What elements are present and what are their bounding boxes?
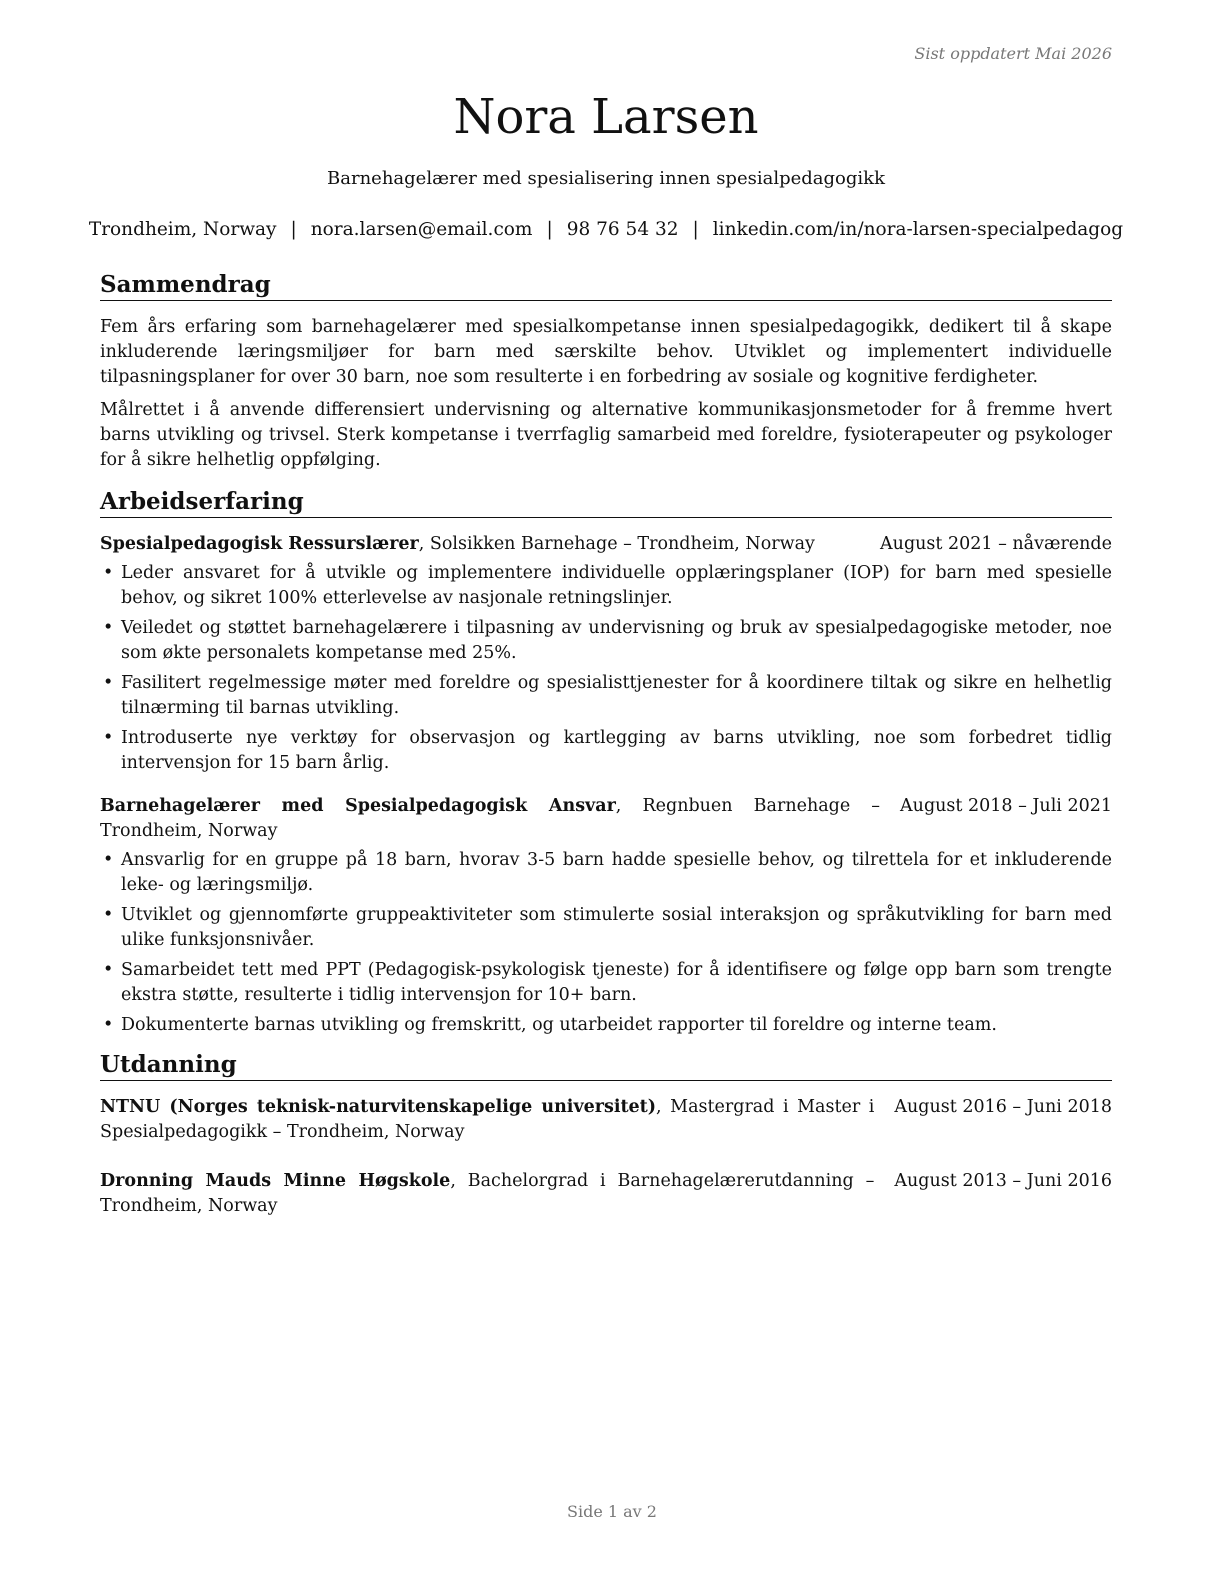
summary-paragraph: Målrettet i å anvende differensiert undervisning og alternative kommunikasjonsmetoder for å fremme hvert barns utvikling og trivsel. Sterk kompetanse i tverrfaglig samarbeid med foreldre, fysioterapeuter og psykologer for å sikre helhetlig oppfølging.: [100, 400, 1112, 470]
list-item: [100, 1013, 1112, 1038]
resume-content: [100, 270, 1112, 1237]
page-number: Side 1 av 2: [567, 1502, 657, 1521]
candidate-name: Nora Larsen: [453, 89, 759, 145]
contact-email[interactable]: nora.larsen@email.com: [310, 219, 533, 240]
job-entry: [100, 794, 1112, 1038]
job-org: , Solsikken Barnehage – Trondheim, Norway: [418, 534, 815, 554]
list-item: [100, 726, 1112, 776]
job-dates: August 2021 – nåværende: [880, 534, 1112, 554]
section-title-summary: Sammendrag: [100, 270, 1112, 301]
bullet-text: Veiledet og støttet barnehagelærere i tilpasning av undervisning og bruk av spesialpedagogiske metoder, noe som økte personalets kompetanse med 25%.: [121, 618, 1112, 663]
education-title-line: [100, 1095, 894, 1145]
education-header: [100, 1169, 1112, 1219]
contact-separator: |: [546, 219, 553, 240]
job-title-line: [100, 794, 900, 844]
education-dates: August 2013 – Juni 2016: [894, 1171, 1112, 1191]
bullet-text: Dokumenterte barnas utvikling og fremskritt, og utarbeidet rapporter til foreldre og interne team.: [121, 1015, 997, 1035]
contact-line: [80, 219, 1132, 240]
list-item: [100, 848, 1112, 898]
education-header: [100, 1095, 1112, 1145]
job-entry: [100, 532, 1112, 776]
bullet-icon: •: [103, 905, 114, 925]
education-entry: [100, 1095, 1112, 1145]
education-detail: , Bachelorgrad i Barnehagelærerutdanning – Trondheim, Norway: [100, 1171, 875, 1216]
bullet-icon: •: [103, 618, 114, 638]
list-item: [100, 561, 1112, 611]
job-bullets: [100, 561, 1112, 776]
education-title-line: [100, 1169, 894, 1219]
bullet-icon: •: [103, 850, 114, 870]
education-school: NTNU (Norges teknisk-naturvitenskapelige universitet): [100, 1097, 657, 1117]
bullet-icon: •: [103, 1015, 114, 1035]
bullet-text: Fasilitert regelmessige møter med foreldre og spesialisttjenester for å koordinere tiltak og sikre en helhetlig tilnærming til barnas utvikling.: [121, 673, 1112, 718]
education-dates: August 2016 – Juni 2018: [894, 1097, 1112, 1117]
education-section: [100, 1050, 1112, 1219]
job-header: [100, 794, 1112, 844]
section-title-experience: Arbeidserfaring: [100, 487, 1112, 518]
job-dates: August 2018 – Juli 2021: [900, 796, 1112, 816]
last-updated: Sist oppdatert Mai 2026: [914, 44, 1112, 63]
bullet-icon: •: [103, 728, 114, 748]
list-item: [100, 958, 1112, 1008]
bullet-icon: •: [103, 563, 114, 583]
list-item: [100, 903, 1112, 953]
job-bullets: [100, 848, 1112, 1038]
bullet-text: Samarbeidet tett med PPT (Pedagogisk-psykologisk tjeneste) for å identifisere og følge opp barn som trengte ekstra støtte, resulterte i tidlig intervensjon for 10+ barn.: [121, 960, 1112, 1005]
resume-page: [88, 0, 1124, 1584]
job-role: Barnehagelærer med Spesialpedagogisk Ansvar: [100, 796, 616, 816]
summary-section: [100, 270, 1112, 473]
bullet-icon: •: [103, 673, 114, 693]
contact-separator: |: [290, 219, 297, 240]
job-header: [100, 532, 1112, 557]
job-role: Spesialpedagogisk Ressurslærer: [100, 534, 419, 554]
bullet-text: Ansvarlig for en gruppe på 18 barn, hvorav 3-5 barn hadde spesielle behov, og tilrettela for et inkluderende leke- og læringsmiljø.: [121, 850, 1112, 895]
bullet-text: Leder ansvaret for å utvikle og implementere individuelle opplæringsplaner (IOP) for barn med spesielle behov, og sikret 100% etterlevelse av nasjonale retningslinjer.: [121, 563, 1112, 608]
summary-paragraph: Fem års erfaring som barnehagelærer med spesialkompetanse innen spesialpedagogikk, dedikert til å skape inkluderende læringsmiljøer for barn med særskilte behov. Utviklet og implementert individuelle tilpasningsplaner for over 30 barn, noe som resulterte i en forbedring av sosiale og kognitive ferdigheter.: [100, 317, 1112, 387]
contact-phone: 98 76 54 32: [566, 219, 679, 240]
section-title-education: Utdanning: [100, 1050, 1112, 1081]
education-school: Dronning Mauds Minne Høgskole: [100, 1171, 451, 1191]
bullet-icon: •: [103, 960, 114, 980]
job-org: , Regnbuen Barnehage – Trondheim, Norway: [100, 796, 881, 841]
education-entry: [100, 1169, 1112, 1219]
bullet-text: Introduserte nye verktøy for observasjon og kartlegging av barns utvikling, noe som forbedret tidlig intervensjon for 15 barn årlig.: [121, 728, 1112, 773]
job-title-line: [100, 532, 880, 557]
education-detail: , Mastergrad i Master i Spesialpedagogikk – Trondheim, Norway: [100, 1097, 875, 1142]
contact-linkedin[interactable]: linkedin.com/in/nora-larsen-specialpedagog: [712, 219, 1124, 240]
contact-location: Trondheim, Norway: [88, 219, 277, 240]
bullet-text: Utviklet og gjennomførte gruppeaktiviteter som stimulerte sosial interaksjon og språkutvikling for barn med ulike funksjonsnivåer.: [121, 905, 1112, 950]
list-item: [100, 616, 1112, 666]
experience-section: [100, 487, 1112, 1038]
list-item: [100, 671, 1112, 721]
headline: Barnehagelærer med spesialisering innen spesialpedagogikk: [327, 168, 885, 189]
contact-separator: |: [692, 219, 699, 240]
